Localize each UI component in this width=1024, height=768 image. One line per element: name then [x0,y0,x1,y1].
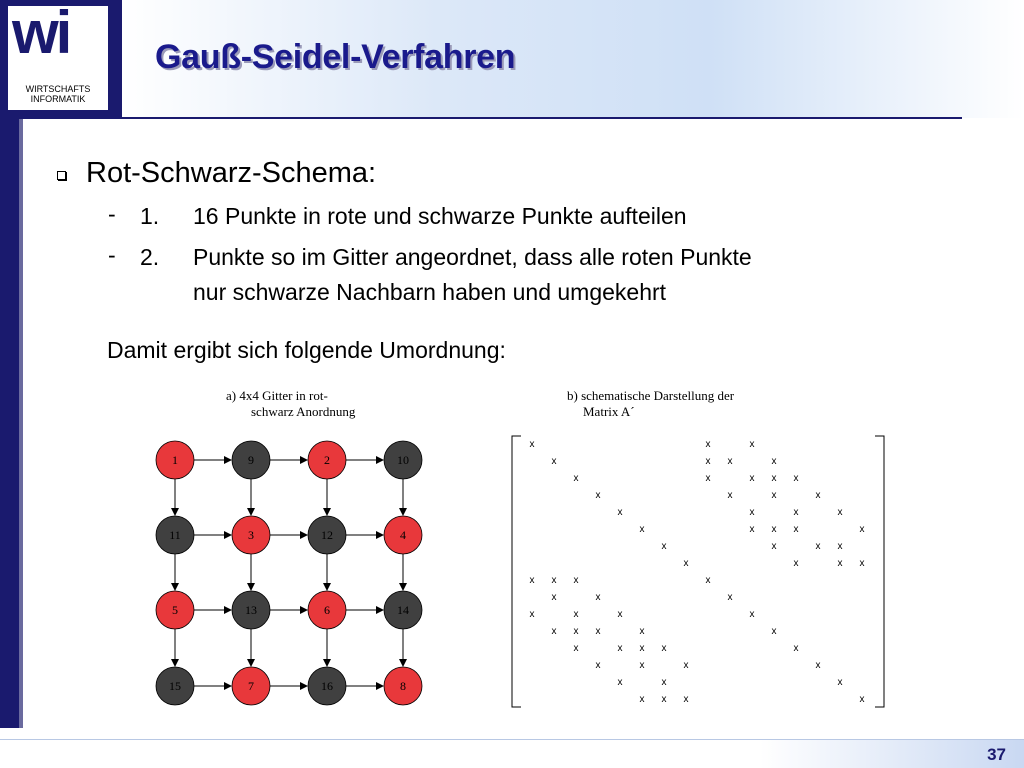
grid-node-label: 5 [172,603,178,617]
figure-a-caption-line2: schwarz Anordnung [251,404,356,419]
subitem-2-text-line1: Punkte so im Gitter angeordnet, dass alle roten Punkte [193,244,752,270]
matrix-entry: x [705,456,711,467]
matrix-entry: x [661,677,667,688]
matrix-entry: x [727,490,733,501]
matrix-entry: x [573,473,579,484]
matrix-entry: x [749,473,755,484]
matrix-entry: x [661,541,667,552]
matrix-entry: x [551,456,557,467]
matrix-entry: x [639,643,645,654]
matrix-entry: x [793,507,799,518]
matrix-entry: x [639,524,645,535]
matrix-entry: x [837,558,843,569]
matrix-entry: x [573,609,579,620]
grid-node-label: 13 [245,603,257,617]
matrix-right-bracket [875,436,884,707]
subitem-2-number: 2. [140,244,160,270]
matrix-entry: x [727,592,733,603]
matrix-entry: x [771,541,777,552]
grid-node-label: 3 [248,528,254,542]
matrix-entry: x [837,507,843,518]
matrix-entry: x [771,626,777,637]
matrix-entry: x [595,592,601,603]
logo-subtitle-line1: WIRTSCHAFTS [25,84,91,94]
page-number: 37 [987,745,1006,764]
matrix-entry: x [815,660,821,671]
subitem-1-number: 1. [140,203,160,229]
matrix-entry: x [529,575,535,586]
grid-node-label: 6 [324,603,330,617]
grid-node-label: 15 [169,679,181,693]
matrix-entry: x [617,677,623,688]
matrix-entry: x [749,524,755,535]
matrix-entry: x [617,609,623,620]
subitem-1-dash: - [108,201,116,227]
footer-background [760,740,1024,768]
matrix-entry: x [705,473,711,484]
matrix-entry: x [793,473,799,484]
matrix-entry: x [551,626,557,637]
matrix-entry: x [529,439,535,450]
matrix-entry: x [639,694,645,705]
main-bullet-text: Rot-Schwarz-Schema: [86,157,377,189]
matrix-entry: x [837,541,843,552]
paragraph-text: Damit ergibt sich folgende Umordnung: [107,337,506,363]
matrix-left-bracket [512,436,521,707]
logo-mark: wi [12,0,70,66]
matrix-entry: x [639,626,645,637]
figure-b-caption-line1: b) schematische Darstellung der [567,388,735,403]
matrix-entry: x [661,643,667,654]
matrix-entry: x [749,609,755,620]
matrix-entry: x [859,694,865,705]
grid-node-label: 2 [324,453,330,467]
matrix-entry: x [573,643,579,654]
matrix-entry: x [595,660,601,671]
matrix-entry: x [815,541,821,552]
matrix-entry: x [595,490,601,501]
subitem-2-dash: - [108,242,116,268]
grid-node-label: 11 [169,528,181,542]
subitem-2-text-line2: nur schwarze Nachbarn haben und umgekehrt [193,279,667,305]
matrix-entry: x [661,694,667,705]
grid-node-label: 9 [248,453,254,467]
matrix-entry: x [551,575,557,586]
matrix-entry: x [617,643,623,654]
grid-node-label: 7 [248,679,254,693]
matrix-entry: x [551,592,557,603]
matrix-entry: x [859,524,865,535]
matrix-entry: x [793,524,799,535]
matrix-entry: x [683,558,689,569]
matrix-entry: x [859,558,865,569]
matrix-entry: x [793,558,799,569]
slide-title: Gauß-Seidel-Verfahren [155,38,516,76]
grid-node-label: 1 [172,453,178,467]
matrix-entry: x [705,439,711,450]
matrix-entry: x [771,524,777,535]
matrix-entry: x [749,439,755,450]
matrix-entry: x [529,609,535,620]
matrix-entry: x [771,473,777,484]
grid-node-label: 10 [397,453,409,467]
matrix-entry: x [771,490,777,501]
matrix-entry: x [683,694,689,705]
matrix-entry: x [573,626,579,637]
matrix-entry: x [595,626,601,637]
matrix-entry: x [749,507,755,518]
grid-node-label: 8 [400,679,406,693]
matrix-entry: x [793,643,799,654]
figure-a-caption-line1: a) 4x4 Gitter in rot- [226,388,328,403]
logo-subtitle-line2: INFORMATIK [30,94,86,104]
subitem-1-text: 16 Punkte in rote und schwarze Punkte aufteilen [193,203,687,229]
figure-b-caption-line2: Matrix A´ [583,404,635,419]
matrix-entry: x [837,677,843,688]
grid-node-label: 4 [400,528,406,542]
matrix-entry: x [617,507,623,518]
matrix-entry: x [573,575,579,586]
matrix-entry: x [639,660,645,671]
grid-node-label: 16 [321,679,333,693]
grid-node-label: 14 [397,603,409,617]
matrix-entry: x [815,490,821,501]
matrix-entry: x [771,456,777,467]
matrix-entry: x [727,456,733,467]
matrix-entry: x [683,660,689,671]
matrix-entry: x [705,575,711,586]
grid-node-label: 12 [321,528,333,542]
